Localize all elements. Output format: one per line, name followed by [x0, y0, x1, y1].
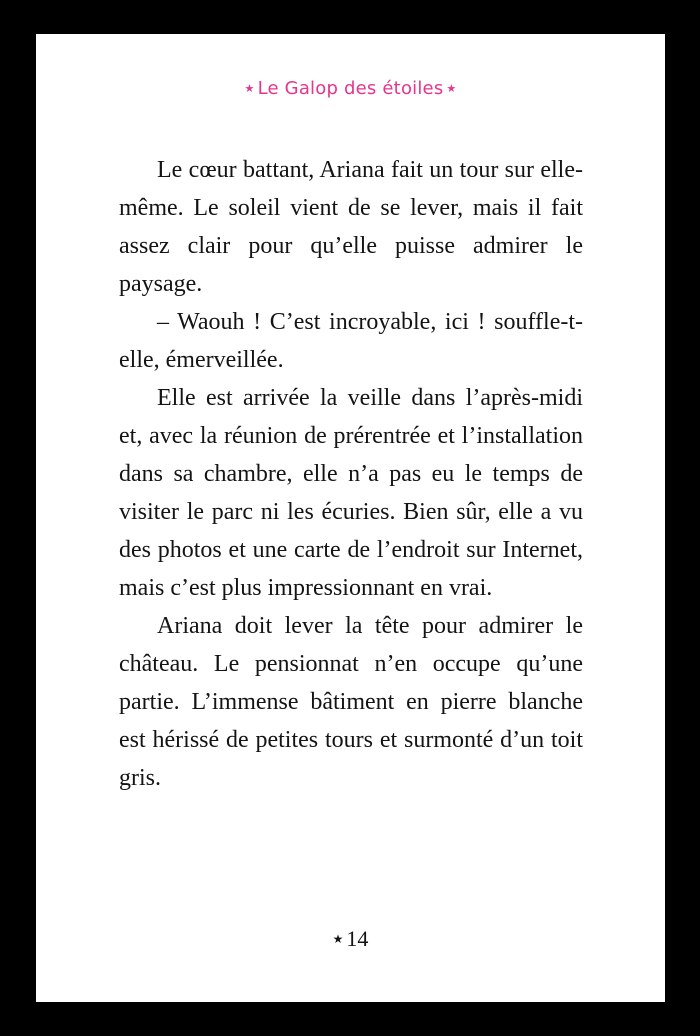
paragraph: – Waouh ! C’est incroyable, ici ! souffle-t-elle, émerveillée.: [119, 309, 583, 373]
paragraph: Le cœur battant, Ariana fait un tour sur elle-même. Le soleil vient de se lever, mais il fait assez clair pour qu’elle puisse admirer le paysage.: [119, 157, 583, 297]
page-footer: [36, 926, 665, 952]
body-text: [119, 151, 583, 797]
star-icon: ★: [332, 932, 344, 946]
running-header: [36, 78, 665, 99]
star-icon: ★: [244, 82, 255, 95]
page-number: 14: [346, 926, 369, 951]
star-icon: ★: [446, 82, 457, 95]
paragraph: Elle est arrivée la veille dans l’après-midi et, avec la réunion de prérentrée et l’installation dans sa chambre, elle n’a pas eu le temps de visiter le parc ni les écuries. Bien sûr, elle a vu des photos et une carte de l’endroit sur Internet, mais c’est plus impressionnant en vrai.: [119, 385, 583, 601]
book-page: [36, 34, 665, 1002]
book-title: Le Galop des étoiles: [257, 78, 444, 99]
paragraph: Ariana doit lever la tête pour admirer le château. Le pensionnat n’en occupe qu’une partie. L’immense bâtiment en pierre blanche est hérissé de petites tours et surmonté d’un toit gris.: [119, 613, 583, 791]
